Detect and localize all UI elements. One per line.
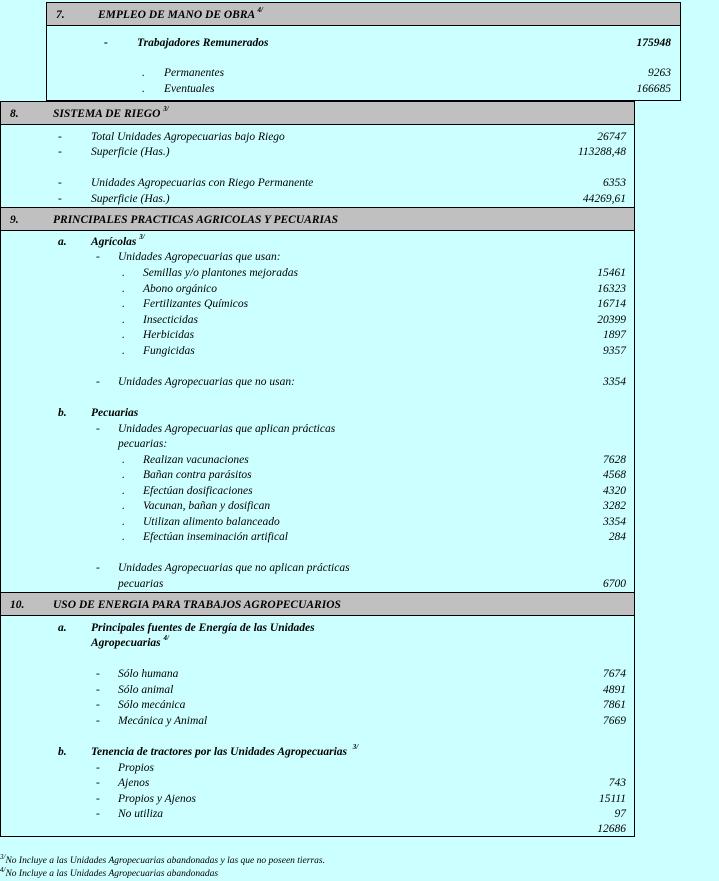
s8-item-bullet: -	[58, 193, 62, 205]
trabajadores-bullet: -	[104, 37, 108, 49]
s10-a-item-label: Sólo animal	[118, 684, 174, 696]
s9-a-item-label: Semillas y/o plantones mejoradas	[143, 267, 298, 279]
s9-a-title: Agrícolas $^{3/}$	[91, 233, 145, 248]
s10-a-item-bullet: -	[96, 699, 100, 711]
s10-a-title: Principales fuentes de Energía de las Unidades	[91, 622, 315, 634]
s10-b-item-value: 97	[614, 808, 626, 820]
s9-b-item-value: 4568	[603, 469, 626, 481]
s9-b-noapply-label: Unidades Agropecuarias que no aplican prácticas	[118, 562, 350, 574]
s9-b-item-label: Utilizan alimento balanceado	[143, 516, 280, 528]
s9-b-item-bullet: .	[122, 500, 125, 512]
s10-a-item-bullet: -	[96, 668, 100, 680]
s7-item-bullet: .	[142, 67, 145, 79]
s10-b-item-label: No utiliza	[118, 808, 164, 820]
s9-a-item-label: Insecticidas	[143, 314, 198, 326]
section-7-number: 7.	[56, 9, 65, 21]
s10-a-item-value: 7669	[603, 715, 626, 727]
section-10-number: 10.	[10, 599, 25, 611]
s10-a-letter: a.	[58, 622, 67, 634]
s9-b-item-label: Efectúan dosificaciones	[143, 485, 253, 497]
s10-b-item-bullet: -	[96, 808, 100, 820]
s10-a-item-label: Mecánica y Animal	[118, 715, 208, 727]
s8-item-label: Unidades Agropecuarias con Riego Permanente	[91, 177, 314, 189]
section-8-number: 8.	[10, 108, 19, 120]
s9-b-apply-bullet: -	[96, 423, 100, 435]
s8-item-value: 26747	[597, 131, 626, 143]
s9-b-noapply-value: 6700	[603, 578, 626, 590]
s9-b-item-label: Vacunan, bañan y dosifican	[143, 500, 271, 512]
s9-b-item-bullet: .	[122, 454, 125, 466]
s7-item-bullet: .	[142, 83, 145, 95]
s10-b-item-bullet: -	[96, 762, 100, 774]
s10-a-item-bullet: -	[96, 684, 100, 696]
s8-item-bullet: -	[58, 146, 62, 158]
section-7-title: EMPLEO DE MANO DE OBRA $^{4/}$	[98, 6, 263, 21]
s9-b-item-label: Realizan vacunaciones	[143, 454, 249, 466]
s9-a-item-label: Fungicidas	[143, 345, 195, 357]
s9-b-letter: b.	[58, 407, 67, 419]
s9-b-item-bullet: .	[122, 485, 125, 497]
footnote: $^{3/}$No Incluye a las Unidades Agropecuarias abandonadas y las que no poseen tierras.	[0, 853, 325, 866]
s9-b-item-value: 7628	[603, 454, 626, 466]
s9-b-item-label: Bañan contra parásitos	[143, 469, 252, 481]
s9-a-use-bullet: -	[96, 251, 100, 263]
s9-b-noapply-bullet: -	[96, 562, 100, 574]
s9-b-item-bullet: .	[122, 531, 125, 543]
s10-b-item-bullet: -	[96, 777, 100, 789]
s9-b-item-bullet: .	[122, 469, 125, 481]
s10-b-item-label: Propios	[118, 762, 154, 774]
s9-a-item-value: 9357	[603, 345, 626, 357]
s9-a-item-label: Herbicidas	[143, 329, 195, 341]
s10-b-item-value: 15111	[598, 793, 626, 805]
section-10-title: USO DE ENERGIA PARA TRABAJOS AGROPECUARIOS	[53, 599, 341, 611]
s7-item-value: 166685	[636, 83, 671, 95]
s9-b-apply-label: pecuarias:	[118, 438, 168, 450]
s9-b-title: Pecuarias	[91, 407, 139, 419]
s9-a-item-bullet: .	[122, 283, 125, 295]
s10-b-letter: b.	[58, 746, 67, 758]
s10-b-item-label: Ajenos	[118, 777, 150, 789]
s10-b-item-value: 743	[608, 777, 626, 789]
s9-a-nouse-label: Unidades Agropecuarias que no usan:	[118, 376, 295, 388]
s9-a-letter: a.	[58, 236, 67, 248]
s10-b-title: Tenencia de tractores por las Unidades Agropecuarias $^{3/}$	[91, 743, 359, 758]
s10-b-item-bullet: -	[96, 793, 100, 805]
s9-a-nouse-bullet: -	[96, 376, 100, 388]
s9-a-item-bullet: .	[122, 314, 125, 326]
s8-item-value: 44269,61	[582, 193, 626, 205]
s9-a-item-label: Fertilizantes Químicos	[143, 298, 249, 310]
section-8-title: SISTEMA DE RIEGO $^{3/}$	[53, 105, 169, 120]
s9-b-item-value: 284	[608, 531, 626, 543]
s7-item-value: 9263	[648, 67, 671, 79]
s9-a-item-bullet: .	[122, 298, 125, 310]
s9-b-item-value: 3354	[603, 516, 626, 528]
s9-a-item-value: 1897	[603, 329, 626, 341]
s9-b-item-value: 3282	[603, 500, 626, 512]
s8-item-value: 6353	[603, 177, 626, 189]
s10-a-item-value: 7674	[603, 668, 626, 680]
s9-a-item-value: 16323	[597, 283, 626, 295]
footnote: $^{4/}$No Incluye a las Unidades Agropecuarias abandonadas	[0, 866, 219, 879]
s8-item-label: Superficie (Has.)	[91, 193, 170, 205]
s10-a-item-value: 7861	[603, 699, 626, 711]
s9-b-item-value: 4320	[603, 485, 626, 497]
s8-item-bullet: -	[58, 131, 62, 143]
section-9-number: 9.	[10, 214, 19, 226]
s8-item-label: Superficie (Has.)	[91, 146, 170, 158]
trabajadores-label: Trabajadores Remunerados	[137, 37, 269, 49]
trabajadores-value: 175948	[636, 37, 671, 49]
s9-b-apply-label: Unidades Agropecuarias que aplican prácticas	[118, 423, 336, 435]
s7-item-label: Permanentes	[164, 67, 225, 79]
s8-item-bullet: -	[58, 177, 62, 189]
s9-a-item-value: 16714	[597, 298, 626, 310]
s9-b-item-label: Efectúan inseminación artifical	[143, 531, 289, 543]
s9-b-noapply-label: pecuarias	[118, 578, 164, 590]
s10-b-item-label: Propios y Ajenos	[118, 793, 196, 805]
s8-item-value: 113288,48	[577, 146, 626, 158]
s10-a-item-value: 4891	[603, 684, 626, 696]
s9-a-nouse-value: 3354	[603, 376, 626, 388]
s10-b-total: 12686	[597, 823, 626, 835]
s9-a-item-bullet: .	[122, 345, 125, 357]
s10-a-title: Agropecuarias $^{4/}$	[91, 634, 169, 649]
s10-a-item-label: Sólo mecánica	[118, 699, 186, 711]
s10-a-item-bullet: -	[96, 715, 100, 727]
s9-a-item-value: 20399	[597, 314, 626, 326]
s8-item-label: Total Unidades Agropecuarias bajo Riego	[91, 131, 285, 143]
s9-a-item-label: Abono orgánico	[143, 283, 217, 295]
s9-a-use-label: Unidades Agropecuarias que usan:	[118, 251, 281, 263]
s9-a-item-bullet: .	[122, 329, 125, 341]
s9-b-item-bullet: .	[122, 516, 125, 528]
s9-a-item-value: 15461	[597, 267, 626, 279]
s10-a-item-label: Sólo humana	[118, 668, 179, 680]
s7-item-label: Eventuales	[164, 83, 215, 95]
s9-a-item-bullet: .	[122, 267, 125, 279]
section-9-title: PRINCIPALES PRACTICAS AGRICOLAS Y PECUARIAS	[53, 214, 339, 226]
